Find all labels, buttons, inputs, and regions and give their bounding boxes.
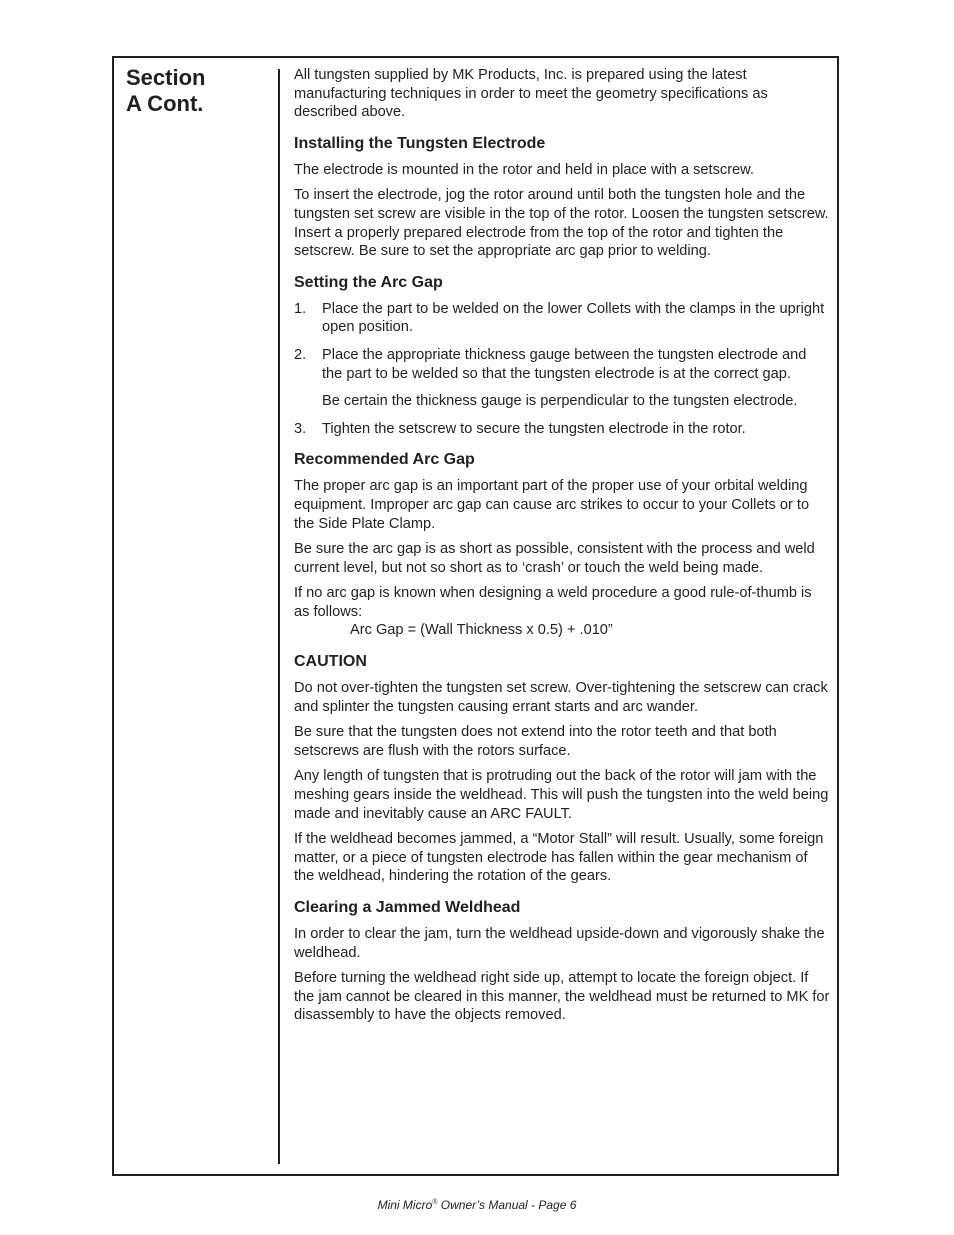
list-item [294,300,830,337]
step-number: 2. [294,346,307,363]
registered-mark: ® [432,1199,438,1206]
step-note: Be certain the thickness gauge is perpendicular to the tungsten electrode. [322,393,798,410]
main-content [294,66,830,1032]
recommended-paragraph-1: The proper arc gap is an important part of the proper use of your orbital welding equipment. Improper arc gap can cause arc strikes to occur to your Collets or to the Side Plate Clamp. [294,478,810,532]
column-divider [278,69,280,1164]
intro-paragraph: All tungsten supplied by MK Products, Inc. is prepared using the latest manufacturing techniques in order to meet the geometry specifications as described above. [294,67,768,121]
step-number: 1. [294,300,307,317]
section-title-line2: A Cont. [126,91,204,116]
caution-paragraph-2: Be sure that the tungsten does not extend into the rotor teeth and that both setscrews are flush with the rotors surface. [294,724,777,759]
caution-paragraph-4: If the weldhead becomes jammed, a “Motor Stall” will result. Usually, some foreign matter, or a piece of tungsten electrode has fallen within the gear mechanism of the weldhead, hindering the rotation of the gears. [294,831,824,885]
list-item [294,420,830,439]
arc-gap-formula: Arc Gap = (Wall Thickness x 0.5) + .010” [350,622,613,639]
recommended-heading: Recommended Arc Gap [294,451,475,469]
step-number: 3. [294,420,307,437]
clearing-paragraph-1: In order to clear the jam, turn the weldhead upside-down and vigorously shake the weldhead. [294,926,825,961]
step-text: Place the part to be welded on the lower Collets with the clamps in the upright open position. [322,300,825,336]
step-text: Place the appropriate thickness gauge between the tungsten electrode and the part to be welded so that the tungsten electrode is at the correct gap. [322,346,807,382]
clearing-heading: Clearing a Jammed Weldhead [294,899,521,916]
section-title [126,65,266,117]
caution-paragraph-3: Any length of tungsten that is protruding out the back of the rotor will jam with the meshing gears inside the weldhead. This will push the tungsten into the weld being made and inevitably cause an ARC FAULT. [294,768,829,822]
rule-of-thumb-text: If no arc gap is known when designing a weld procedure a good rule-of-thumb is as follows: [294,585,812,620]
arc-gap-steps [294,300,830,439]
caution-heading: CAUTION [294,653,367,671]
installing-paragraph-1: The electrode is mounted in the rotor and held in place with a setscrew. [294,161,754,178]
caution-paragraph-1: Do not over-tighten the tungsten set screw. Over-tightening the setscrew can crack and splinter the tungsten causing errant starts and arc wander. [294,680,828,715]
arc-gap-heading: Setting the Arc Gap [294,273,443,291]
footer-product: Mini Micro [377,1198,433,1212]
recommended-paragraph-3 [294,584,830,640]
footer-page-label: Owner’s Manual - Page 6 [437,1198,577,1212]
step-text: Tighten the setscrew to secure the tungsten electrode in the rotor. [322,420,746,437]
installing-heading: Installing the Tungsten Electrode [294,134,546,152]
page-footer [0,1195,954,1213]
installing-paragraph-2: To insert the electrode, jog the rotor around until both the tungsten hole and the tungsten set screw are visible in the top of the rotor. Loosen the tungsten setscrew. Insert a properly prepared electrode from the top of the rotor and tighten the setscrew. Be sure to set the appropriate arc gap prior to welding. [294,187,829,260]
section-title-line1: Section [126,65,206,90]
list-item [294,346,830,411]
clearing-paragraph-2: Before turning the weldhead right side up, attempt to locate the foreign object. If the jam cannot be cleared in this manner, the weldhead must be returned to MK for disassembly to have the objects removed. [294,970,830,1024]
recommended-paragraph-2: Be sure the arc gap is as short as possible, consistent with the process and weld current level, but not so short as to ‘crash’ or touch the weld being made. [294,541,815,576]
